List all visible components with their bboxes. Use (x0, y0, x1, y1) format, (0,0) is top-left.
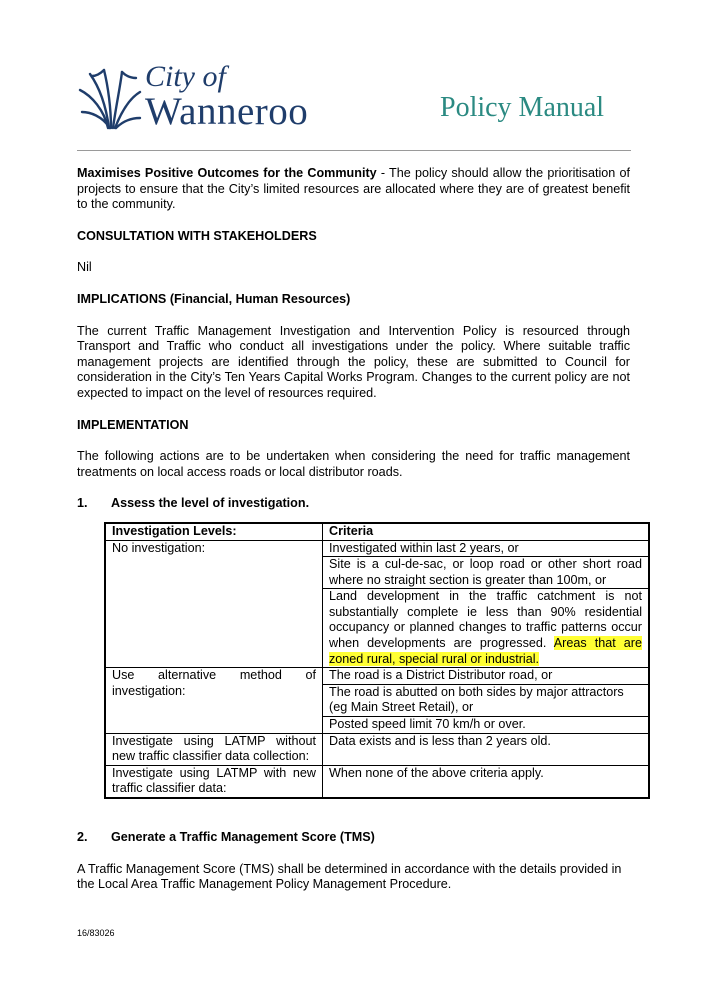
criteria-cell: Data exists and is less than 2 years old. (323, 733, 650, 765)
header-divider (77, 150, 631, 151)
level-alternative-method: Use alternative method of investigation: (105, 668, 323, 733)
step2-number: 2. (77, 830, 88, 844)
table-header-levels: Investigation Levels: (105, 523, 323, 540)
implications-text: The current Traffic Management Investigation and Intervention Policy is resourced through Transport and Traffic who conduct all investigations under the policy. Where suitable traffic management projects are identified through the policy, these are submitted to Council for consideration in the City’s Ten Years Capital Works Program. Changes to the current policy are not expected to impact on the level of resources required. (77, 323, 630, 400)
logo-name-text: Wanneroo (145, 90, 309, 133)
step1-number: 1. (77, 496, 88, 511)
table-row (105, 540, 649, 557)
document-reference: 16/83026 (77, 928, 115, 938)
table-row (105, 765, 649, 798)
criteria-cell: The road is a District Distributor road, or (323, 668, 650, 685)
level-latmp-without-data: Investigate using LATMP without new traffic classifier data collection: (105, 733, 323, 765)
criteria-cell: Investigated within last 2 years, or (323, 540, 650, 557)
step2-heading (77, 830, 630, 846)
highlighted-criteria-text: Areas that are zoned rural, special rural or industrial. (329, 636, 642, 666)
table-header-criteria: Criteria (323, 523, 650, 540)
implementation-heading: IMPLEMENTATION (77, 417, 189, 432)
grass-emblem-icon (78, 66, 142, 130)
consultation-text: Nil (77, 260, 92, 275)
criteria-cell: Site is a cul-de-sac, or loop road or other short road where no straight section is greater than 100m, or (323, 557, 650, 589)
table-row (105, 668, 649, 685)
manual-title: Policy Manual (440, 92, 605, 123)
table-header-row (105, 523, 649, 540)
investigation-criteria-table (104, 522, 650, 799)
criteria-cell: The road is abutted on both sides by major attractors (eg Main Street Retail), or (323, 684, 650, 716)
criteria-cell: Posted speed limit 70 km/h or over. (323, 717, 650, 734)
implementation-text: The following actions are to be undertaken when considering the need for traffic management treatments on local access roads or local distributor roads. (77, 449, 630, 479)
step2-title: Generate a Traffic Management Score (TMS) (111, 830, 375, 844)
level-latmp-with-data: Investigate using LATMP with new traffic classifier data: (105, 765, 323, 798)
table-row (105, 733, 649, 765)
outcomes-heading: Maximises Positive Outcomes for the Community (77, 166, 377, 180)
criteria-text: Land development in the traffic catchment is not substantially complete ie less than 90% residential occupancy or planned changes to traffic patterns occur when developments are progressed. (329, 589, 642, 651)
step1-heading (77, 496, 630, 512)
city-logo (78, 62, 328, 136)
logo-city-text: City of (145, 60, 226, 93)
step1-title: Assess the level of investigation. (111, 496, 310, 511)
consultation-heading: CONSULTATION WITH STAKEHOLDERS (77, 228, 317, 243)
step2-text: A Traffic Management Score (TMS) shall be determined in accordance with the details provided in the Local Area Traffic Management Policy Management Procedure. (77, 861, 622, 892)
implications-heading: IMPLICATIONS (Financial, Human Resources) (77, 291, 351, 306)
outcomes-paragraph (77, 166, 630, 213)
outcomes-text: - The policy should allow the prioritisation of projects to ensure that the City’s limited resources are allocated where they are of greatest benefit to the community. (77, 166, 630, 212)
criteria-cell (323, 589, 650, 668)
level-no-investigation: No investigation: (105, 540, 323, 668)
criteria-cell: When none of the above criteria apply. (323, 765, 650, 798)
document-body (77, 166, 642, 893)
